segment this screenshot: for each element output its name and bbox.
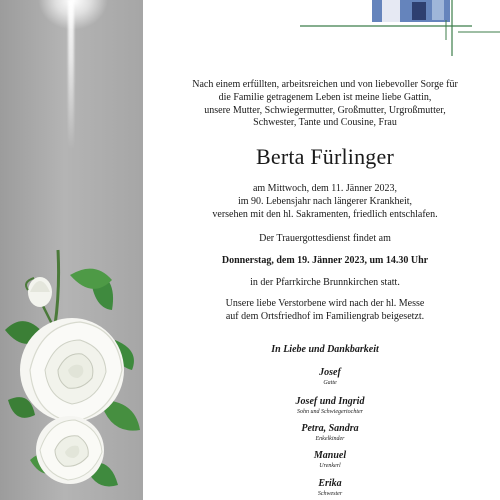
service-date: Donnerstag, dem 19. Jänner 2023, um 14.30 Uhr	[221, 255, 429, 266]
mourner-name: Petra, Sandra	[301, 423, 359, 434]
closing-line: In Liebe und Dankbarkeit	[271, 344, 379, 355]
mourner-relation: Gatte	[323, 380, 337, 386]
white-rose-image	[0, 230, 150, 500]
passing-line: am Mittwoch, dem 11. Jänner 2023,	[252, 183, 398, 194]
passing-line: versehen mit den hl. Sakramenten, friedlich entschlafen.	[212, 208, 438, 220]
mourner-name: Josef und Ingrid	[295, 396, 365, 407]
mourner-entry	[180, 396, 480, 416]
mourner-relation: Enkelkinder	[315, 436, 345, 442]
mourner-entry	[180, 478, 480, 498]
service-place: in der Pfarrkirche Brunnkirchen statt.	[250, 277, 400, 288]
mourner-relation: Urenkerl	[319, 463, 341, 469]
passing-line: im 90. Lebensjahr nach längerer Krankheit,	[237, 195, 413, 207]
intro-paragraph	[150, 79, 500, 130]
intro-line: unsere Mutter, Schwiegermutter, Großmutter, Urgroßmutter,	[204, 104, 446, 116]
corner-ornament	[300, 0, 500, 60]
mourner-name: Josef	[319, 367, 341, 378]
mourner-entry	[180, 450, 480, 470]
passing-paragraph	[150, 183, 500, 221]
mourner-relation: Sohn und Schwiegertochter	[297, 409, 363, 415]
mourner-entry	[180, 423, 480, 443]
burial-line: auf dem Ortsfriedhof im Familiengrab beigesetzt.	[225, 310, 425, 322]
intro-line: Schwester, Tante und Cousine, Frau	[253, 117, 397, 129]
intro-line: Nach einem erfüllten, arbeitsreichen und von liebevoller Sorge für	[192, 79, 458, 90]
mourner-entry	[180, 367, 480, 387]
service-intro: Der Trauergottesdienst findet am	[259, 233, 391, 244]
mourner-name: Manuel	[313, 450, 347, 461]
light-beam	[68, 0, 74, 150]
mourner-relation: Schwester	[317, 491, 343, 497]
burial-line: Unsere liebe Verstorbene wird nach der hl. Messe	[225, 298, 425, 309]
mourner-name: Erika	[318, 478, 342, 489]
intro-line: die Familie getragenem Leben ist meine liebe Gattin,	[218, 91, 432, 103]
burial-paragraph	[150, 298, 500, 324]
deceased-name: Berta Fürlinger	[255, 144, 395, 169]
